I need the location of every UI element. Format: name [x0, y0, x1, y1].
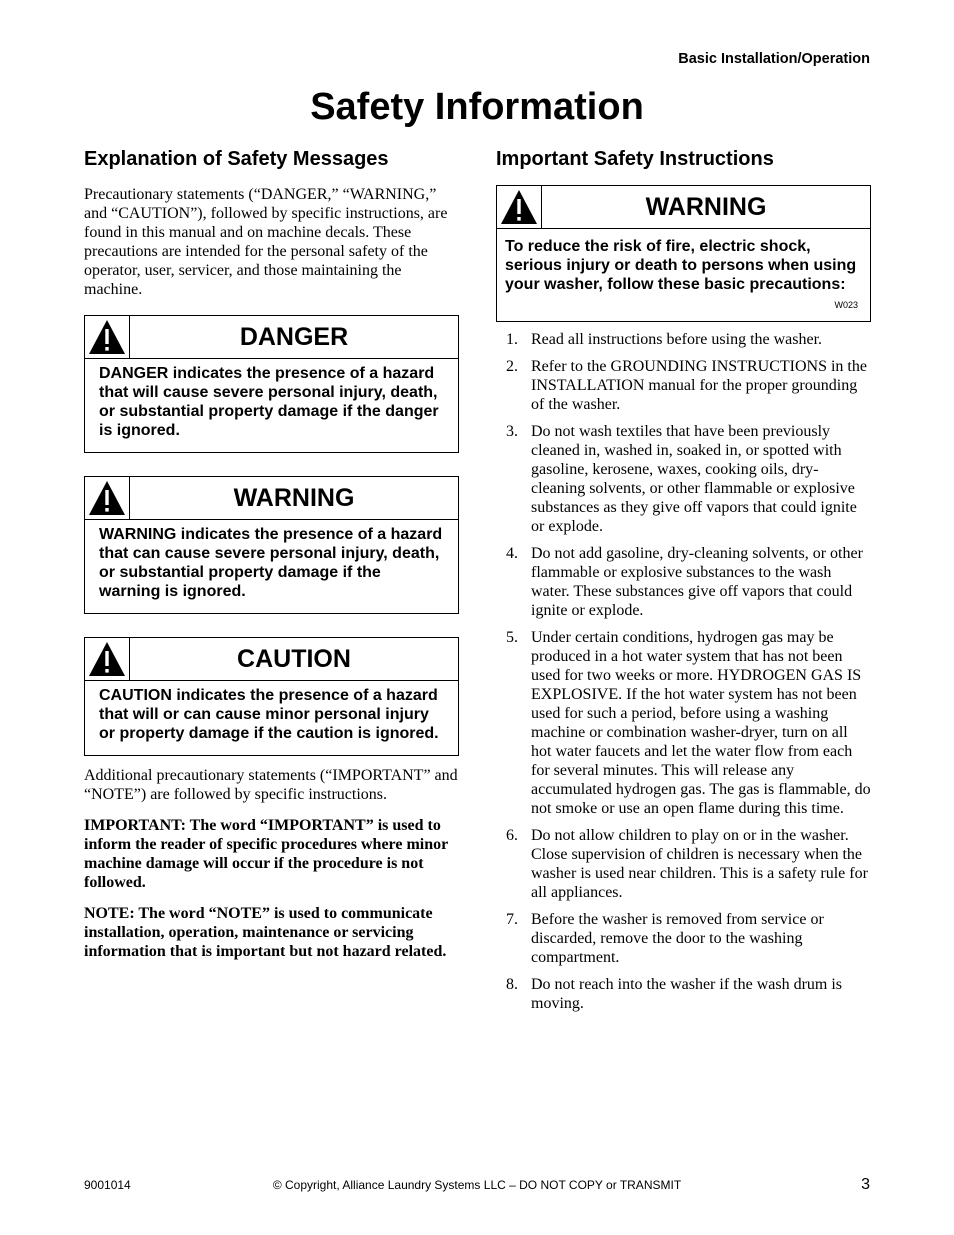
warning-title: WARNING — [233, 484, 355, 512]
warning-triangle-icon — [85, 477, 130, 519]
danger-title: DANGER — [239, 323, 349, 351]
explanation-heading: Explanation of Safety Messages — [84, 148, 389, 170]
right-column — [496, 148, 871, 1021]
doc-number: 9001014 — [84, 1178, 131, 1192]
list-item: 5. Under certain conditions, hydrogen gas may be produced in a hot water system that has not been used for two weeks or more. HYDROGEN GAS IS EXPLOSIVE. If the hot water system has not been used for such a period, before using a washing machine or combination washer-dryer, turn on all hot water faucets and let the water flow from each for several minutes. This will release any accumulated hydrogen gas. The gas is flammable, do not smoke or use an open flame during this time. — [506, 629, 871, 817]
list-item: 6. Do not allow children to play on or in the washer. Close supervision of children is necessary when the washer is used near children. This is a safety rule for all appliances. — [506, 827, 868, 901]
page-title: Safety Information — [310, 86, 644, 128]
note-paragraph: NOTE: The word “NOTE” is used to communicate installation, operation, maintenance or servicing information that is important but not hazard related. — [84, 905, 447, 960]
warning-triangle-icon — [85, 316, 130, 358]
caution-box — [84, 637, 459, 756]
copyright-notice: © Copyright, Alliance Laundry Systems LLC – DO NOT COPY or TRANSMIT — [272, 1178, 682, 1192]
danger-text: DANGER indicates the presence of a hazard that will cause severe personal injury, death, or substantial property damage if the danger is ignored. — [99, 365, 439, 439]
left-column — [84, 148, 459, 973]
caution-text: CAUTION indicates the presence of a hazard that will or can cause minor personal injury or property damage if the caution is ignored. — [99, 687, 439, 742]
list-item: 4. Do not add gasoline, dry-cleaning solvents, or other flammable or explosive substances to the wash water. These substances give off vapors that could ignite or explode. — [506, 545, 863, 619]
warning-box — [84, 476, 459, 614]
intro-paragraph: Precautionary statements (“DANGER,” “WARNING,” and “CAUTION”), followed by specific instructions, are found in this manual and on machine decals. These precautions are intended for the personal safety of the operator, user, servicer, and those maintaining the machine. — [84, 186, 448, 298]
warning-triangle-icon — [85, 638, 130, 680]
instructions-warning-text: To reduce the risk of fire, electric shock, serious injury or death to persons when using your washer, follow these basic precautions: — [505, 238, 857, 293]
warning-triangle-icon — [497, 186, 542, 228]
instruction-list — [496, 330, 871, 1013]
list-item: 1. Read all instructions before using the washer. — [506, 331, 823, 348]
page-number: 3 — [861, 1176, 870, 1193]
list-item: 7. Before the washer is removed from service or discarded, remove the door to the washing compartment. — [506, 911, 824, 966]
warning-code: W023 — [834, 300, 858, 310]
list-item: 2. Refer to the GROUNDING INSTRUCTIONS in the INSTALLATION manual for the proper grounding of the washer. — [506, 358, 867, 413]
important-paragraph: IMPORTANT: The word “IMPORTANT” is used to inform the reader of specific procedures where minor machine damage will occur if the procedure is not followed. — [84, 817, 448, 891]
instructions-warning-box — [496, 185, 871, 322]
list-item: 8. Do not reach into the washer if the wash drum is moving. — [506, 976, 843, 1012]
warning-text: WARNING indicates the presence of a hazard that can cause severe personal injury, death, or substantial property damage if the warning is ignored. — [99, 526, 443, 600]
running-header: Basic Installation/Operation — [678, 51, 870, 67]
additional-paragraph: Additional precautionary statements (“IMPORTANT” and “NOTE”) are followed by specific instructions. — [84, 767, 458, 803]
instructions-warning-title: WARNING — [645, 193, 767, 221]
list-item: 3. Do not wash textiles that have been previously cleaned in, washed in, soaked in, or spotted with gasoline, kerosene, waxes, cooking oils, dry-cleaning solvents, or other flammable or explosive substances as they give off vapors that could ignite or explode. — [506, 423, 857, 535]
instructions-heading: Important Safety Instructions — [496, 148, 774, 170]
danger-box — [84, 315, 459, 453]
caution-title: CAUTION — [237, 645, 351, 673]
